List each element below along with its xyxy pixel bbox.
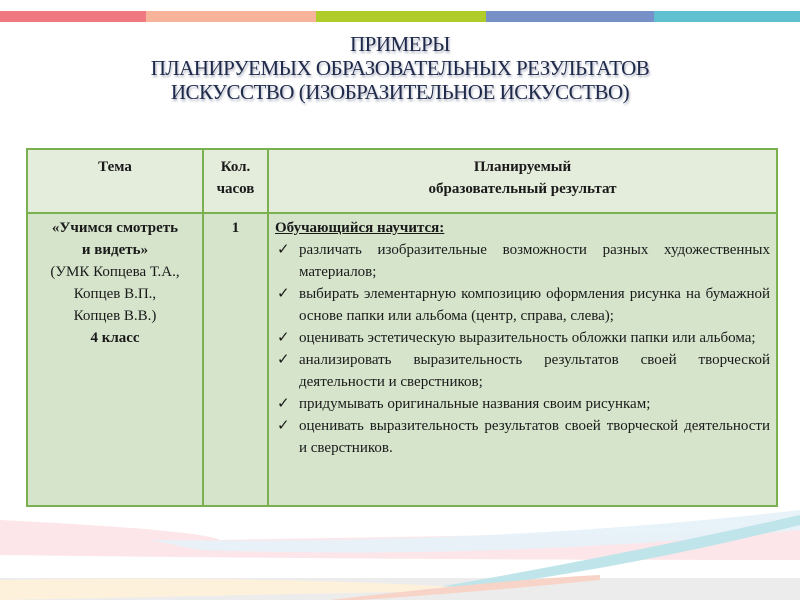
header-topic: Тема (27, 149, 203, 213)
results-table (26, 148, 778, 507)
result-text: анализировать выразительность результатов своей творческой деятельности и сверстников; (299, 352, 770, 390)
list-item (275, 415, 770, 459)
title-line: ИСКУССТВО (ИЗОБРАЗИТЕЛЬНОЕ ИСКУССТВО) (170, 80, 630, 104)
result-text: придумывать оригинальные названия своим рисункам; (299, 396, 651, 412)
result-text: выбирать элементарную композицию оформления рисунка на бумажной основе папки или альбома (центр, справа, слева); (299, 286, 770, 324)
list-item (275, 327, 770, 349)
checkmark-icon: ✓ (277, 396, 290, 412)
header-hours-line: Кол. (220, 159, 251, 175)
list-item (275, 393, 770, 415)
header-result-line: образовательный результат (428, 181, 617, 197)
color-stripe-bar (0, 11, 800, 22)
topic-grade: 4 класс (90, 330, 140, 346)
header-result-line: Планируемый (473, 159, 572, 175)
topic-authors: Копцев В.В.) (73, 308, 157, 324)
result-heading: Обучающийся научится: (275, 220, 445, 236)
topic-cell (27, 213, 203, 506)
result-text: различать изобразительные возможности разных художественных материалов; (299, 242, 770, 280)
title-line: ПЛАНИРУЕМЫХ ОБРАЗОВАТЕЛЬНЫХ РЕЗУЛЬТАТОВ (150, 56, 650, 80)
stripe-peach (146, 11, 316, 22)
checkmark-icon: ✓ (277, 418, 290, 434)
title-line: ПРИМЕРЫ (349, 32, 450, 56)
table-row (27, 213, 777, 506)
checkmark-icon: ✓ (277, 352, 290, 368)
result-cell (268, 213, 777, 506)
slide-title (0, 32, 800, 104)
stripe-green (316, 11, 486, 22)
header-hours (203, 149, 268, 213)
stripe-red (0, 11, 146, 22)
result-text: оценивать выразительность результатов своей творческой деятельности и сверстников. (299, 418, 770, 456)
result-list (275, 239, 770, 459)
header-result (268, 149, 777, 213)
table-header-row (27, 149, 777, 213)
list-item (275, 283, 770, 327)
hours-cell: 1 (203, 213, 268, 506)
stripe-blue (486, 11, 654, 22)
checkmark-icon: ✓ (277, 286, 290, 302)
topic-authors: Копцев В.П., (73, 286, 157, 302)
list-item (275, 349, 770, 393)
checkmark-icon: ✓ (277, 242, 290, 258)
result-text: оценивать эстетическую выразительность обложки папки или альбома; (299, 330, 756, 346)
topic-title: и видеть» (81, 242, 149, 258)
topic-title: «Учимся смотреть (51, 220, 179, 236)
list-item (275, 239, 770, 283)
decorative-swoosh (0, 500, 800, 600)
stripe-cyan (654, 11, 800, 22)
topic-authors: (УМК Копцева Т.А., (50, 264, 180, 280)
header-hours-line: часов (216, 181, 255, 197)
checkmark-icon: ✓ (277, 330, 290, 346)
